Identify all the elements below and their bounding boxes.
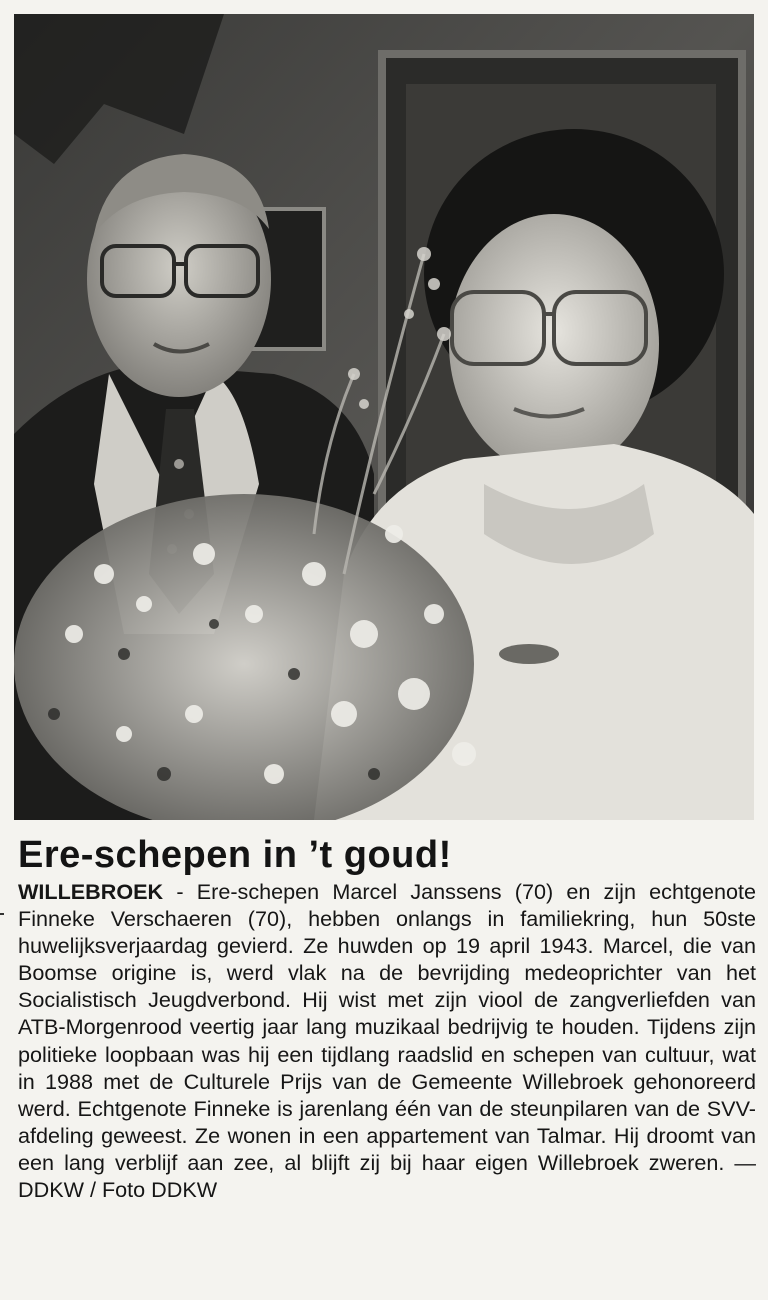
headline: Ere-schepen in ’t goud! bbox=[18, 834, 452, 876]
article-text: - Ere-schepen Marcel Janssens (70) en zijn echtgenote Finneke Verschaeren (70), hebben onlangs in familiekring, hun 50ste huwelijksverjaardag gevierd. Ze huwden op 19 april 1943. Marcel, die van Boomse origine is, werd vlak na de bevrijding medeoprichter van het Socialistisch Jeugdverbond. Hij wist met zijn viool de zangverliefden van ATB-Morgenrood veertig jaar lang muzikaal bedrijvig te houden. Tijdens zijn politieke loopbaan was hij een tijdlang raadslid en schepen van cultuur, wat in 1988 met de Culturele Prijs van de Gemeente Willebroek gehonoreerd werd. Echtgenote Finneke is jarenlang één van de steunpilaren van de SVV-afdeling geweest. Ze wonen in een appartement van Talmar. Hij droomt van een lang verblijf aan zee, al blijft zij bij haar eigen Willebroek zweren. bbox=[18, 879, 757, 1175]
dateline: WILLEBROEK bbox=[18, 879, 164, 904]
margin-tick bbox=[0, 913, 4, 915]
article-body bbox=[18, 878, 756, 1203]
photo-credit: — DDKW / Foto DDKW bbox=[18, 1149, 757, 1203]
